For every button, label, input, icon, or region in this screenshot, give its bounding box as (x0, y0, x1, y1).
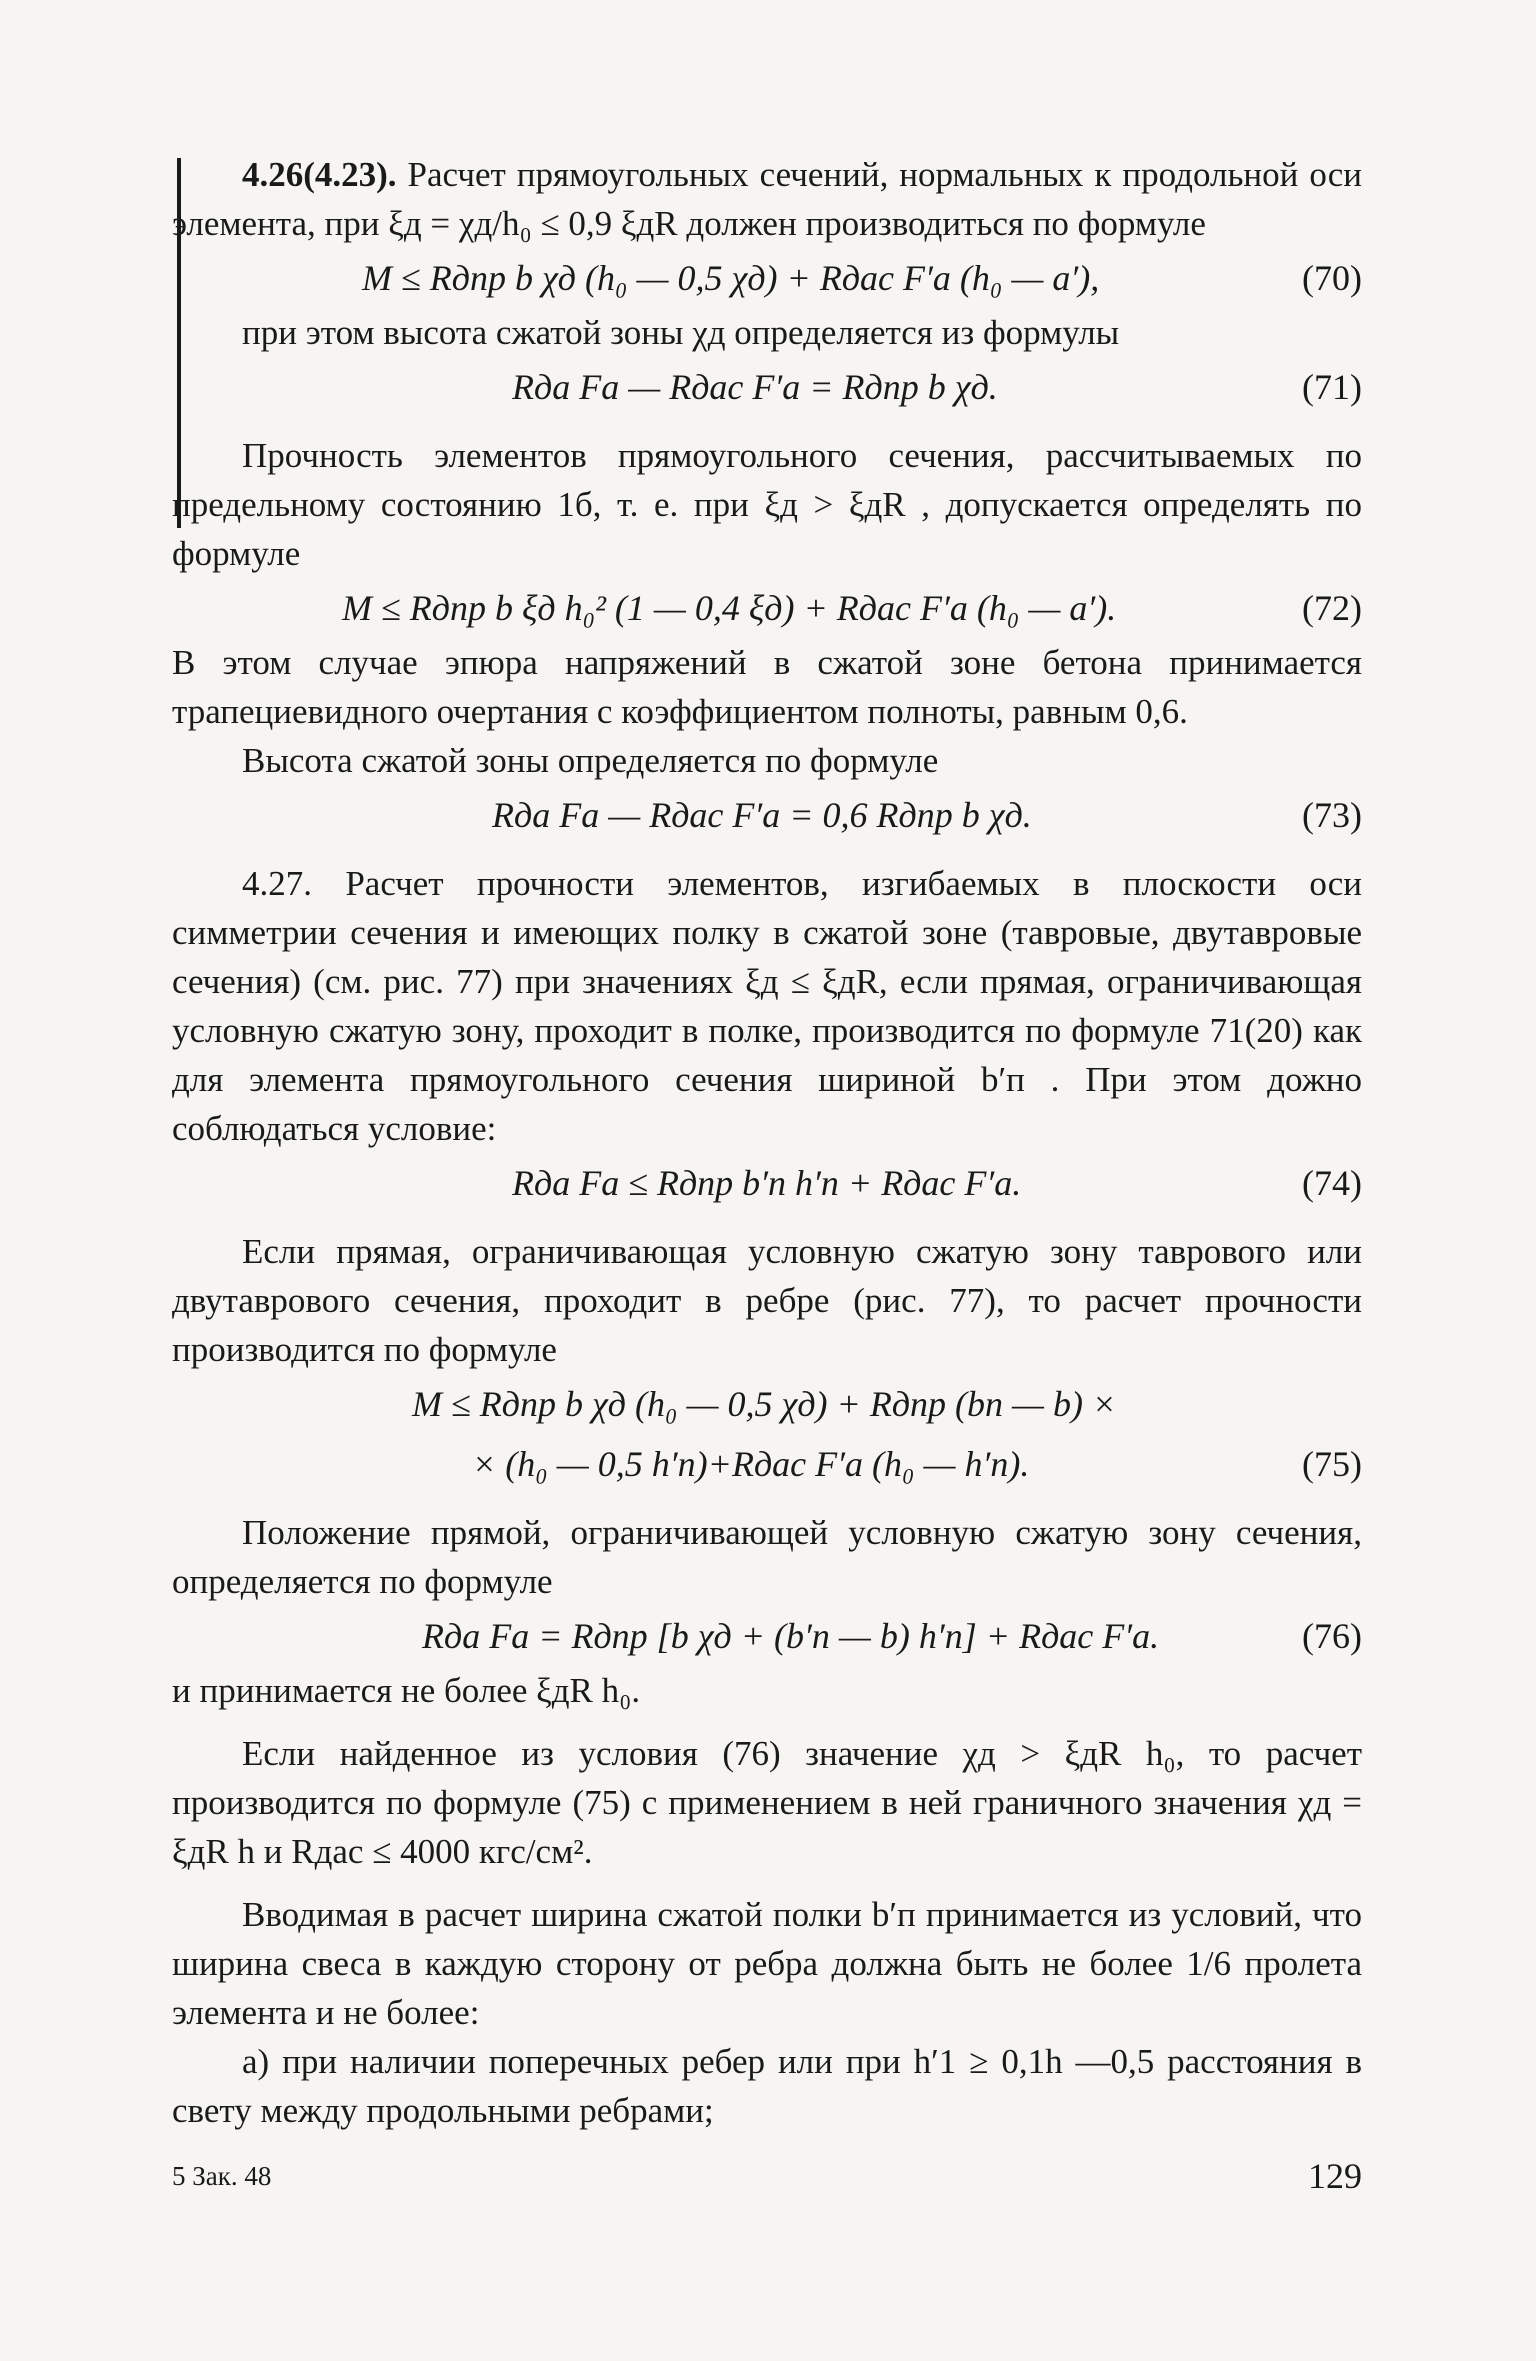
section-number: 4.26(4.23). (242, 155, 397, 194)
equation-74: Rда Fа ≤ Rдпр b′п h′п + Rдас F′а. (74) (512, 1163, 1362, 1203)
equation-70: M ≤ Rдпр b χд (h₀ — 0,5 χд) + Rдас F′а (h₀ — a′), (70) (362, 258, 1362, 298)
paragraph: Вводимая в расчет ширина сжатой полки b′п принимается из условий, что ширина свеса в каждую сторону от ребра должна быть не более 1/6 пролета элемента и не более: (172, 1895, 1362, 2032)
equation-73: Rда Fа — Rдас F′а = 0,6 Rдпр b χд. (73) (492, 795, 1362, 835)
paragraph: и принимается не более ξдR h₀. (172, 1671, 641, 1710)
main-text (172, 150, 1362, 2135)
paragraph: Если прямая, ограничивающая условную сжатую зону таврового или двутаврового сечения, проходит в ребре (рис. 77), то расчет прочности производится по формуле (172, 1232, 1362, 1369)
equation-75-line-2: × (h₀ — 0,5 h′п)+Rдас F′а (h₀ — h′п). (75) (472, 1444, 1362, 1484)
paragraph: В этом случае эпюра напряжений в сжатой зоне бетона принимается трапециевидного очертания с коэффициентом полноты, равным 0,6. (172, 643, 1362, 731)
equation-72: M ≤ Rдпр b ξд h₀² (1 — 0,4 ξд) + Rдас F′а (h₀ — a′). (72) (342, 588, 1362, 628)
equation-71: Rда Fа — Rдас F′а = Rдпр b χд. (71) (512, 367, 1362, 407)
page-number: 129 (1308, 2156, 1362, 2196)
equation-75-line-1: M ≤ Rдпр b χд (h₀ — 0,5 χд) + Rдпр (bп — b) × (412, 1384, 1117, 1424)
paragraph: Если найденное из условия (76) значение χд > ξдR h₀, то расчет производится по формуле (75) с применением в ней граничного значения χд = ξдR h и Rдас ≤ 4000 кгс/см². (172, 1734, 1362, 1871)
print-mark: 5 Зак. 48 (172, 2161, 272, 2191)
section-number: 4.27. (242, 864, 312, 903)
paragraph: при этом высота сжатой зоны χд определяется из формулы (242, 313, 1120, 352)
paragraph: Положение прямой, ограничивающей условную сжатую зону сечения, определяется по формуле (172, 1513, 1362, 1601)
section-4-27-intro: 4.27. Расчет прочности элементов, изгибаемых в плоскости оси симметрии сечения и имеющих полку в сжатой зоне (тавровые, двутавровые сечения) (см. рис. 77) при значениях ξд ≤ ξдR, если прямая, ограничивающая условную сжатую зону, проходит в полке, производится по формуле 71(20) как для элемента прямоугольного сечения шириной b′п . При этом дожно соблюдаться условие: (172, 864, 1362, 1148)
equation-76: Rда Fа = Rдпр [b χд + (b′п — b) h′п] + Rдас F′а. (76) (422, 1616, 1362, 1656)
paragraph: Высота сжатой зоны определяется по формуле (242, 741, 939, 780)
list-item-a: а) при наличии поперечных ребер или при h′1 ≥ 0,1h —0,5 расстояния в свету между продольными ребрами; (172, 2042, 1362, 2130)
paragraph: Прочность элементов прямоугольного сечения, рассчитываемых по предельному состоянию 1б, т. е. при ξд > ξдR , допускается определять по формуле (172, 436, 1362, 573)
section-4-26-intro: 4.26(4.23). Расчет прямоугольных сечений, нормальных к продольной оси элемента, при ξд = χд/h₀ ≤ 0,9 ξдR должен производиться по формуле (172, 155, 1362, 243)
